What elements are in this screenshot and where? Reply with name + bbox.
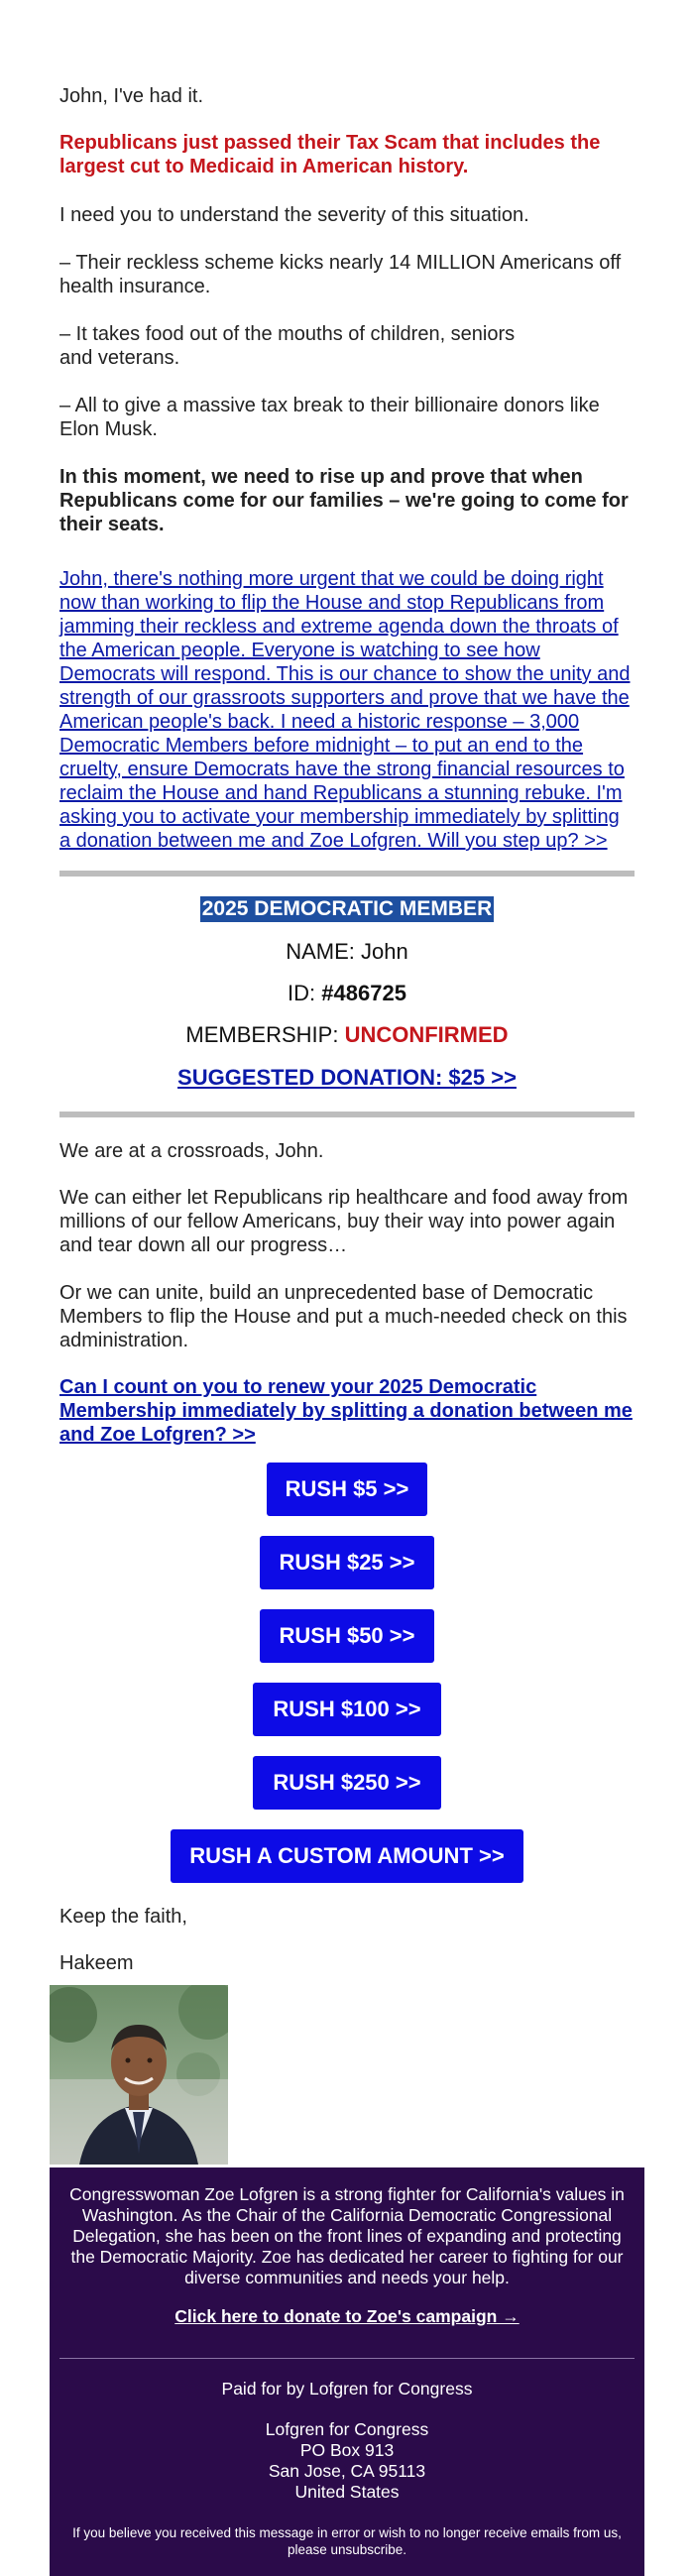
renew-paragraph <box>59 1375 635 1447</box>
member-name-line <box>59 939 635 965</box>
footer-bio: Congresswoman Zoe Lofgren is a strong fighter for California's values in Washington. As the Chair of the California Democratic Congressional Delegation, she has been on the front lines of expanding and protecting the Democratic Majority. Zoe has dedicated her career to fighting for our diverse communities and needs your help. <box>69 2184 625 2287</box>
rush-custom-amount-button[interactable]: RUSH A CUSTOM AMOUNT >> <box>171 1829 523 1883</box>
rush-25-button[interactable]: RUSH $25 >> <box>260 1536 434 1589</box>
rush-5-button[interactable]: RUSH $5 >> <box>267 1463 427 1516</box>
address-line-1: Lofgren for Congress <box>265 2419 429 2439</box>
divider-bottom <box>59 1112 635 1117</box>
appeal-paragraph <box>59 567 635 853</box>
member-id-value: #486725 <box>321 981 406 1005</box>
crossroads-paragraph: We are at a crossroads, John. <box>59 1140 324 1162</box>
footer-donate <box>59 2306 635 2327</box>
bullet-food-line-1: – It takes food out of the mouths of children, seniors <box>59 323 516 345</box>
bullet-food <box>59 322 635 370</box>
footer <box>50 2167 644 2576</box>
address-line-4: United States <box>294 2482 400 2502</box>
unsubscribe-note: If you believe you received this message in error or wish to no longer receive emails from us, please unsubscribe. <box>72 2525 622 2557</box>
donate-zoe-link[interactable]: Click here to donate to Zoe's campaign → <box>174 2306 520 2326</box>
signoff: Keep the faith, <box>59 1906 187 1928</box>
appeal-donate-link[interactable]: John, there's nothing more urgent that we could be doing right now than working to flip the House and stop Republicans from jamming their reckless and extreme agenda down the throats of the American people. Everyone is watching to see how Democrats will respond. This is our chance to show the unity and strength of our grassroots supporters and prove that we have the American people's back. I need a historic response – 3,000 Democratic Members before midnight – to put an end to the cruelty, ensure Democrats have the strong financial resources to reclaim the House and hand Republicans a stunning rebuke. I'm asking you to activate your membership immediately by splitting a donation between me and Zoe Lofgren. Will you step up? >> <box>59 568 631 852</box>
bullet-health-insurance: – Their reckless scheme kicks nearly 14 MILLION Americans off health insurance. <box>59 252 622 297</box>
paragraph-understand: I need you to understand the severity of this situation. <box>59 204 529 226</box>
either-paragraph: We can either let Republicans rip healthcare and food away from millions of our fellow Americans, buy their way into power again and tear down all our progress… <box>59 1187 629 1256</box>
rush-250-button[interactable]: RUSH $250 >> <box>253 1756 441 1810</box>
mailing-address <box>59 2419 635 2503</box>
membership-badge: 2025 DEMOCRATIC MEMBER <box>201 897 493 920</box>
membership-status-label: MEMBERSHIP: <box>185 1022 339 1047</box>
unite-paragraph: Or we can unite, build an unprecedented base of Democratic Members to flip the House and put a much-needed check on this administration. <box>59 1282 628 1351</box>
rise-up-paragraph: In this moment, we need to rise up and prove that when Republicans come for our families – we're going to come for their seats. <box>59 466 629 535</box>
address-line-2: PO Box 913 <box>299 2440 395 2460</box>
bullet-tax-break: – All to give a massive tax break to their billionaire donors like Elon Musk. <box>59 395 600 440</box>
divider-top <box>59 871 635 877</box>
rush-50-button[interactable]: RUSH $50 >> <box>260 1609 434 1663</box>
greeting: John, I've had it. <box>59 85 204 107</box>
membership-card <box>59 896 635 922</box>
footer-separator <box>59 2358 635 2359</box>
member-id-line <box>59 981 635 1006</box>
signature: Hakeem <box>59 1952 134 1974</box>
headline: Republicans just passed their Tax Scam that includes the largest cut to Medicaid in American history. <box>59 132 601 177</box>
paid-for: Paid for by Lofgren for Congress <box>221 2379 473 2399</box>
signer-photo <box>50 1985 228 2165</box>
member-name-label: NAME: <box>286 939 355 964</box>
member-id-label: ID: <box>288 981 316 1005</box>
address-line-3: San Jose, CA 95113 <box>268 2461 426 2481</box>
membership-status-line <box>59 1022 635 1048</box>
membership-status-value: UNCONFIRMED <box>344 1022 509 1047</box>
suggested-donation <box>59 1065 635 1091</box>
portrait-image <box>50 1985 228 2165</box>
rush-100-button[interactable]: RUSH $100 >> <box>253 1683 441 1736</box>
suggested-donation-link[interactable]: SUGGESTED DONATION: $25 >> <box>177 1065 517 1090</box>
member-name-value: John <box>361 939 408 964</box>
renew-membership-link[interactable]: Can I count on you to renew your 2025 Democratic Membership immediately by splitting a donation between me and Zoe Lofgren? >> <box>59 1376 633 1446</box>
bullet-food-line-2: and veterans. <box>59 347 180 369</box>
